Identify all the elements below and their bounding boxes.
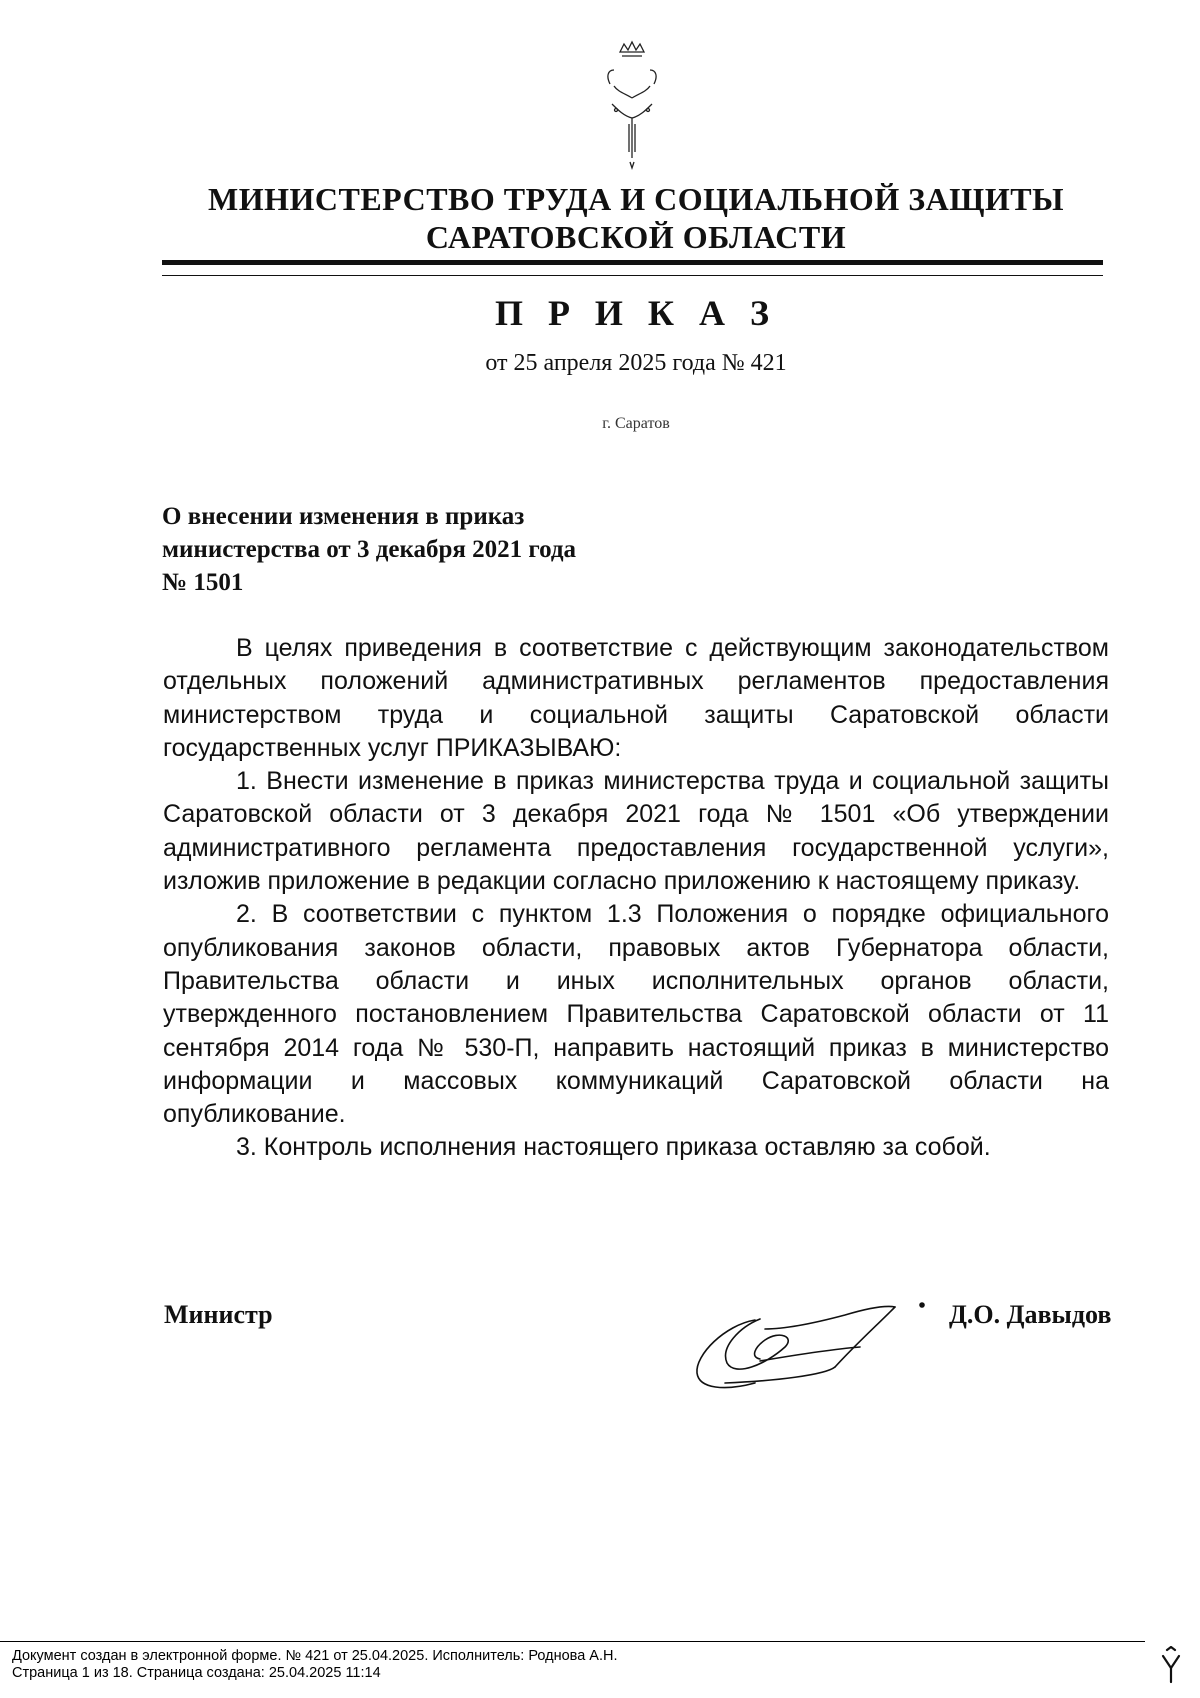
- footer-document-info: Документ создан в электронной форме. № 421 от 25.04.2025. Исполнитель: Роднова А.Н.: [12, 1648, 618, 1664]
- document-type: П Р И К А З: [494, 293, 778, 333]
- footer-divider: [0, 1641, 1145, 1642]
- handwritten-signature: [685, 1285, 930, 1397]
- ministry-title-line-1: МИНИСТЕРСТВО ТРУДА И СОЦИАЛЬНОЙ ЗАЩИТЫ: [207, 181, 1064, 217]
- saratov-emblem-small-icon: [1157, 1646, 1185, 1686]
- header-divider-thin: [162, 275, 1103, 276]
- signer-name: Д.О. Давыдов: [949, 1300, 1112, 1329]
- saratov-emblem-icon: [592, 40, 672, 175]
- body-paragraph-item-2: 2. В соответствии с пунктом 1.3 Положения о порядке официального опубликования законов области, правовых актов Губернатора области, Правительства области и иных исполнительных органов области, утвержденного постановлением Правительства Саратовской области от 11 сентября 2014 года № 530-П, направить настоящий приказ в министерство информации и массовых коммуникаций Саратовской области на опубликование.: [163, 900, 1109, 1129]
- body-paragraph-item-1: 1. Внести изменение в приказ министерства труда и социальной защиты Саратовской области от 3 декабря 2021 года № 1501 «Об утверждении административного регламента предоставления государственной услуги», изложив приложение в редакции согласно приложению к настоящему приказу.: [163, 767, 1109, 896]
- subject-line-3: № 1501: [162, 569, 244, 596]
- subject-line-2: министерства от 3 декабря 2021 года: [162, 536, 577, 563]
- header-divider-thick: [162, 260, 1103, 265]
- document-date-number: от 25 апреля 2025 года № 421: [485, 350, 787, 376]
- footer-page-info: Страница 1 из 18. Страница создана: 25.04.2025 11:14: [12, 1665, 381, 1681]
- document-body: [163, 632, 1109, 1165]
- body-paragraph-item-3: 3. Контроль исполнения настоящего приказа оставляю за собой.: [236, 1133, 991, 1162]
- body-paragraph-intro: В целях приведения в соответствие с действующим законодательством отдельных положений административных регламентов предоставления министерством труда и социальной защиты Саратовской области государственных услуг ПРИКАЗЫВАЮ:: [163, 634, 1109, 762]
- signer-title: Министр: [164, 1300, 273, 1329]
- subject-line-1: О внесении изменения в приказ: [162, 503, 525, 530]
- ministry-title-line-2: САРАТОВСКОЙ ОБЛАСТИ: [425, 219, 847, 255]
- document-city: г. Саратов: [602, 415, 670, 432]
